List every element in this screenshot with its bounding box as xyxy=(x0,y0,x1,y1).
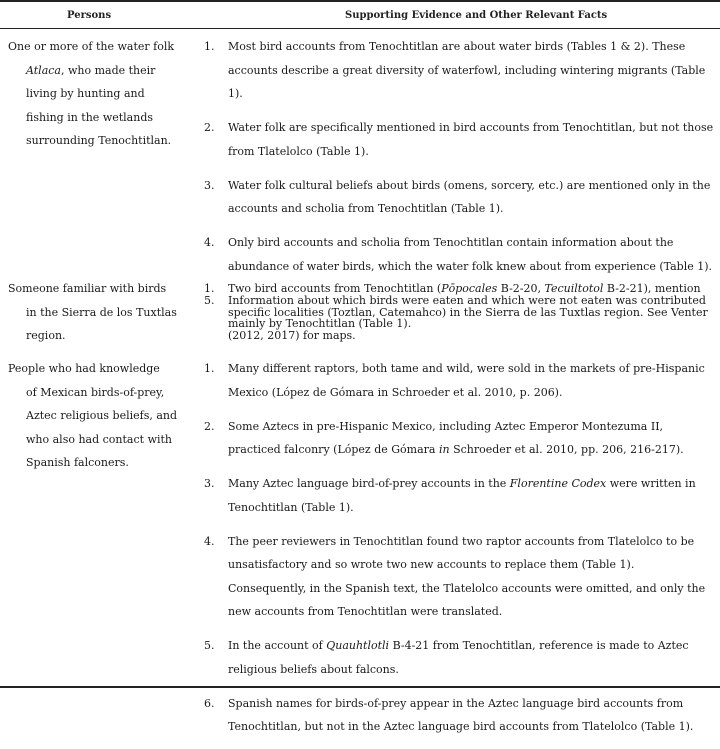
person-line: Spanish falconers. xyxy=(26,456,129,469)
person-line: surrounding Tenochtitlan. xyxy=(26,134,172,147)
person-line: living by hunting and xyxy=(26,87,145,100)
fact-item: 2. Some Aztecs in pre-Hispanic Mexico, including Aztec Emperor Montezuma II, practiced falconry (López de Gómara in Schroeder et al. 2010, pp. 206, 216-217). xyxy=(204,419,684,456)
fact-item: 5. Information about which birds were eaten and which were not eaten was contributed mainly by Tenochtitlan (Table 1). xyxy=(204,293,706,330)
fact-item: 1. Two bird accounts from Tenochtitlan (Pōpocales B-2-20, Tecuiltotol B-2-21), mention specific localities (Toztlan, Catemahco) in the Sierra de las Tuxtlas region. See Venter (2012, 2017) for maps. xyxy=(204,282,708,342)
person-line: Someone familiar with birds xyxy=(8,282,167,295)
person-cell xyxy=(8,277,183,348)
person-line: Aztec religious beliefs, and xyxy=(26,409,178,422)
facts-cell xyxy=(204,357,714,749)
person-line: in the Sierra de los Tuxtlas xyxy=(26,305,177,319)
person-line: who also had contact with xyxy=(26,432,173,446)
fact-item: 4. The peer reviewers in Tenochtitlan found two raptor accounts from Tlatelolco to be unsatisfactory and so wrote two new accounts to replace them (Table 1). Consequently, in the Spanish text, the Tlatelolco accounts were omitted, and only the new accounts from Tenochtitlan were translated. xyxy=(204,534,706,618)
person-cell xyxy=(8,35,183,153)
fact-item: 4. Only bird accounts and scholia from Tenochtitlan contain information about the abundance of water birds, which the water folk knew about from experience (Table 1). xyxy=(204,236,713,273)
person-line: fishing in the wetlands xyxy=(26,110,154,124)
header-evidence: Supporting Evidence and Other Relevant Facts xyxy=(345,10,608,21)
fact-item: 1. Most bird accounts from Tenochtitlan are about water birds (Tables 1 & 2). These accounts describe a great diversity of waterfowl, including wintering migrants (Table 1). xyxy=(204,40,706,100)
header-rule xyxy=(0,28,720,29)
person-line: region. xyxy=(26,329,66,342)
person-line: Atlaca, who made their xyxy=(26,63,156,77)
fact-item: 1. Many different raptors, both tame and wild, were sold in the markets of pre-Hispanic Mexico (López de Gómara in Schroeder et al. 2010, p. 206). xyxy=(204,362,705,399)
person-cell xyxy=(8,357,183,475)
person-line: People who had knowledge xyxy=(8,362,160,375)
fact-item: 2. Water folk are specifically mentioned in bird accounts from Tenochtitlan, but not those from Tlatelolco (Table 1). xyxy=(204,121,714,158)
table-bottom-rule xyxy=(0,686,720,688)
fact-item: 3. Water folk cultural beliefs about birds (omens, sorcery, etc.) are mentioned only in the accounts and scholia from Tenochtitlan (Table 1). xyxy=(204,178,711,215)
person-line: of Mexican birds-of-prey, xyxy=(26,385,165,399)
facts-cell xyxy=(204,277,714,358)
person-line: One or more of the water folk xyxy=(8,40,175,53)
fact-item: 3. Many Aztec language bird-of-prey accounts in the Florentine Codex were written in Tenochtitlan (Table 1). xyxy=(204,477,696,514)
table-top-rule xyxy=(0,0,720,2)
fact-item: 5. In the account of Quauhtlotli B-4-21 from Tenochtitlan, reference is made to Aztec religious beliefs about falcons. xyxy=(204,639,689,676)
fact-item: 6. Spanish names for birds-of-prey appear in the Aztec language bird accounts from Tenochtitlan, but not in the Aztec language bird accounts from Tlatelolco (Table 1). xyxy=(204,696,694,733)
header-persons: Persons xyxy=(67,10,112,21)
